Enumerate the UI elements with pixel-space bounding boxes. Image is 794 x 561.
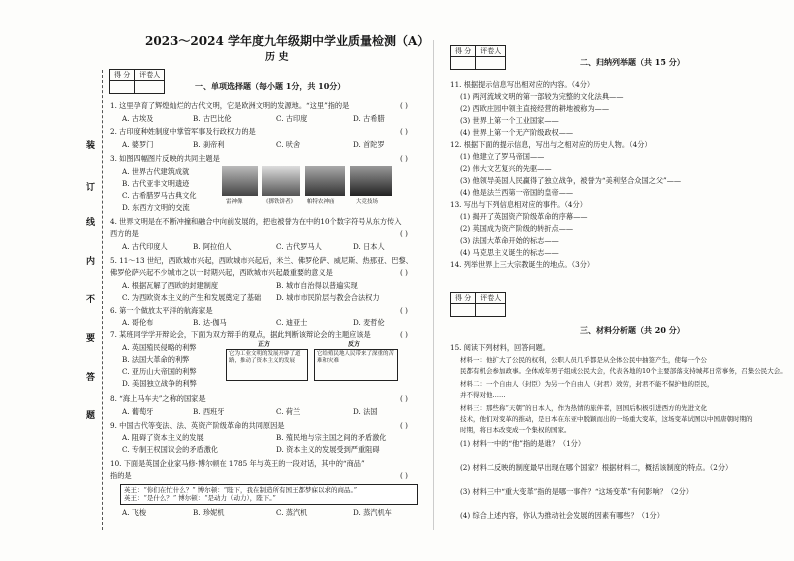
q1-option-a[interactable]: A. 古埃及 bbox=[122, 114, 154, 123]
q5-option-c[interactable]: C. 为西欧资本主义的产生和发展奠定了基础 bbox=[122, 293, 262, 302]
q3-option-c[interactable]: C. 古希腊罗马古典文化 bbox=[122, 191, 197, 200]
q4-option-b[interactable]: B. 阿拉伯人 bbox=[193, 242, 232, 251]
q3-option-a[interactable]: A. 世界古代建筑成就 bbox=[122, 167, 190, 176]
answer-paren[interactable]: ( ) bbox=[400, 330, 408, 339]
answer-paren[interactable]: ( ) bbox=[400, 306, 408, 315]
q2-option-d[interactable]: D. 首陀罗 bbox=[353, 140, 385, 149]
debate-pro-box: 它为工业文明的发展开辟了道路，推动了资本主义的发展 bbox=[226, 349, 308, 381]
photo-colosseum bbox=[350, 166, 392, 196]
q13-item: (3) 法国大革命开始的标志—— bbox=[460, 236, 559, 245]
material-2: 并不得对他…… bbox=[460, 391, 506, 399]
q10-line2: 指的是 bbox=[110, 471, 132, 480]
q8-stem: 8. “海上马车夫”之称的国家是 bbox=[110, 394, 206, 403]
score-label: 得 分 bbox=[110, 70, 135, 81]
margin-char: 内 bbox=[86, 257, 96, 267]
margin-char: 题 bbox=[86, 411, 96, 421]
q7-option-b[interactable]: B. 法国大革命的利弊 bbox=[122, 355, 190, 364]
section2-heading: 二、归纳列举题（共 15 分） bbox=[580, 57, 685, 67]
q9-option-b[interactable]: B. 殖民地与宗主国之间的矛盾激化 bbox=[276, 433, 387, 442]
q9-option-a[interactable]: A. 阻碍了资本主义的发展 bbox=[122, 433, 204, 442]
score-box-2 bbox=[450, 45, 506, 70]
dialog-line: 英王：“你们在忙什么？” 博尔顿：“陛下，我在制造所有国王都梦寐以求的商品。” bbox=[124, 486, 358, 494]
q6-option-c[interactable]: C. 迪亚士 bbox=[276, 318, 308, 327]
q9-option-c[interactable]: C. 专制王权国议会的矛盾激化 bbox=[122, 445, 219, 454]
q3-stem: 3. 如图四幅图片反映的共同主题是 bbox=[110, 154, 220, 163]
column-divider bbox=[433, 40, 434, 530]
section1-heading: 一、单项选择题（每小题 1分，共 10分） bbox=[195, 81, 346, 91]
q1-option-b[interactable]: B. 古巴比伦 bbox=[193, 114, 232, 123]
subject-title: 历 史 bbox=[265, 52, 289, 63]
debate-con-box: 它给殖民地人民带来了深重的苦难和灾难 bbox=[314, 349, 398, 381]
answer-paren[interactable]: ( ) bbox=[400, 101, 408, 110]
q7-stem: 7. 某班同学学开辩论会，下面为双方辩手的观点，据此判断该辩论会的主题应该是 bbox=[110, 330, 371, 339]
q4-option-a[interactable]: A. 古代印度人 bbox=[122, 242, 168, 251]
q2-option-c[interactable]: C. 吠舍 bbox=[276, 140, 301, 149]
score-cell[interactable] bbox=[110, 81, 135, 94]
answer-paren[interactable]: ( ) bbox=[400, 127, 408, 136]
q1-option-d[interactable]: D. 古希腊 bbox=[353, 114, 385, 123]
q2-stem: 2. 古印度种姓制度中掌管军事及行政权力的是 bbox=[110, 127, 256, 136]
material-1: 民都有机会参加政事。全体成年男子组成公民大会，代表各地的10个主要部落支持城邦日常事务，召集公民大会。 bbox=[460, 367, 787, 375]
q4-line1: 4. 世界文明是在不断冲撞和融合中向前发展的，把也被誉为在中的10个数字符号从东方传入 bbox=[110, 217, 402, 226]
grader-label: 评卷人 bbox=[476, 46, 506, 57]
q15-subquestion: (1) 材料一中的“他”指的是谁？（1分） bbox=[460, 439, 586, 448]
q9-option-d[interactable]: D. 资本主义的发展受到严重阻碍 bbox=[276, 445, 380, 454]
q10-option-d[interactable]: D. 蒸汽机车 bbox=[353, 508, 392, 517]
score-box-3 bbox=[450, 292, 506, 317]
material-1: 材料一：他扩大了公民的权利，公职人员几乎都是从全体公民中抽签产生，使每一个公 bbox=[460, 356, 707, 364]
q3-option-b[interactable]: B. 古代亚非文明遗迹 bbox=[122, 179, 190, 188]
q15-stem: 15. 阅读下列材料，回答问题。 bbox=[450, 343, 550, 352]
score-cell[interactable] bbox=[451, 304, 476, 317]
q5-option-a[interactable]: A. 根据瓦解了西欧的封建制度 bbox=[122, 281, 219, 290]
margin-char: 订 bbox=[86, 183, 96, 193]
q8-option-a[interactable]: A. 葡萄牙 bbox=[122, 407, 154, 416]
q13-item: (4) 马克思主义诞生的标志—— bbox=[460, 248, 559, 257]
q10-option-c[interactable]: C. 蒸汽机 bbox=[276, 508, 308, 517]
margin-char: 答 bbox=[86, 373, 96, 383]
q13-item: (2) 英国成为资产阶级的转折点—— bbox=[460, 224, 574, 233]
grader-cell[interactable] bbox=[476, 57, 506, 70]
q15-subquestion: (2) 材料二反映的制度最早出现在哪个国家？根据材料二，概括该制度的特点。（2分） bbox=[460, 463, 733, 472]
photo-caption: 雷神像 bbox=[226, 199, 243, 205]
photo-caption: 《掷铁饼者》 bbox=[263, 199, 297, 205]
q5-option-d[interactable]: D. 城市市民阶层与教会合法权力 bbox=[276, 293, 380, 302]
answer-paren[interactable]: ( ) bbox=[400, 154, 408, 163]
photo-parthenon bbox=[305, 166, 345, 196]
answer-paren[interactable]: ( ) bbox=[400, 268, 408, 277]
answer-paren[interactable]: ( ) bbox=[400, 394, 408, 403]
q13-stem: 13. 写出与下列信息相对应的事件。（4分） bbox=[450, 200, 587, 209]
q11-item: (1) 两河流域文明的第一部较为完整的文化法典—— bbox=[460, 92, 624, 101]
margin-char: 线 bbox=[86, 218, 96, 228]
debate-pro-title: 正方 bbox=[258, 341, 271, 348]
q13-item: (1) 揭开了英国资产阶级革命的序幕—— bbox=[460, 212, 588, 221]
q6-option-a[interactable]: A. 哥伦布 bbox=[122, 318, 154, 327]
q4-line2: 西方的是 bbox=[110, 229, 139, 238]
dialog-box bbox=[120, 484, 418, 505]
section3-heading: 三、材料分析题（共 20 分） bbox=[580, 325, 685, 335]
q5-line1: 5. 11～13 世纪，西欧城市兴起，西欧城市兴起后，米兰、佛罗伦萨、威尼斯、热那亚、巴黎、 bbox=[110, 256, 413, 265]
q11-item: (4) 世界上第一个无产阶级政权—— bbox=[460, 128, 574, 137]
answer-paren[interactable]: ( ) bbox=[400, 471, 408, 480]
grader-label: 评卷人 bbox=[476, 293, 506, 304]
q11-stem: 11. 根据提示信息写出相对应的内容。（4分） bbox=[450, 80, 595, 89]
q8-option-b[interactable]: B. 西班牙 bbox=[193, 407, 225, 416]
score-label: 得 分 bbox=[451, 293, 476, 304]
grader-cell[interactable] bbox=[135, 81, 165, 94]
q12-item: (2) 伟大文艺复兴的先驱—— bbox=[460, 164, 552, 173]
q10-option-b[interactable]: B. 珍妮机 bbox=[193, 508, 225, 517]
q4-option-d[interactable]: D. 日本人 bbox=[353, 242, 385, 251]
score-label: 得 分 bbox=[451, 46, 476, 57]
debate-con-title: 反方 bbox=[348, 341, 361, 348]
q10-line1: 10. 下面是英国企业家马修·博尔顿在 1785 年与英王的一段对话，其中的“商品” bbox=[110, 459, 365, 468]
photo-statue bbox=[222, 166, 258, 196]
q12-item: (4) 他是法兰西第一帝国的皇帝—— bbox=[460, 188, 574, 197]
margin-char: 装 bbox=[86, 141, 96, 151]
material-3: 材料三：那些称“天朝”的日本人，作为热情的旅伴者，回国后积极引进西方的先进文化 bbox=[460, 404, 708, 412]
q7-option-a[interactable]: A. 英国殖民侵略的利弊 bbox=[122, 343, 197, 352]
answer-paren[interactable]: ( ) bbox=[400, 421, 408, 430]
binding-line bbox=[102, 70, 103, 530]
q12-item: (3) 他领导美国人民赢得了独立战争，被誉为“美利坚合众国之父”—— bbox=[460, 176, 682, 185]
q6-option-b[interactable]: B. 达·伽马 bbox=[193, 318, 227, 327]
q15-subquestion: (4) 综合上述内容，你认为推动社会发展的因素有哪些？（1分） bbox=[460, 511, 664, 520]
q5-line2: 佛罗伦萨兴起不少城市之以一时期兴起，西欧城市兴起最重要的意义是 bbox=[110, 268, 333, 277]
q6-stem: 6. 第一个做放太平洋的航海家是 bbox=[110, 306, 213, 315]
material-2: 材料二：一个自由人（封臣）为另一个自由人（封君）效劳，封君不能不保护他的臣民， bbox=[460, 380, 714, 388]
photo-discobolus bbox=[262, 166, 300, 196]
q10-option-a[interactable]: A. 飞梭 bbox=[122, 508, 147, 517]
q7-option-c[interactable]: C. 亚历山大帝国的利弊 bbox=[122, 367, 197, 376]
score-cell[interactable] bbox=[451, 57, 476, 70]
q6-option-d[interactable]: D. 麦哲伦 bbox=[353, 318, 385, 327]
q4-option-c[interactable]: C. 古代罗马人 bbox=[276, 242, 322, 251]
q8-option-d[interactable]: D. 法国 bbox=[353, 407, 378, 416]
q11-item: (3) 世界上第一个工业国家—— bbox=[460, 116, 559, 125]
exam-title: 2023～2024 学年度九年级期中学业质量检测（A） bbox=[145, 34, 430, 48]
q2-option-b[interactable]: B. 刹帝利 bbox=[193, 140, 225, 149]
q1-stem: 1. 这里孕育了辉煌灿烂的古代文明，它是欧洲文明的发源地。“这里”指的是 bbox=[110, 101, 350, 110]
q11-item: (2) 西欧庄园中领主直接经营的耕地被称为—— bbox=[460, 104, 610, 113]
q12-stem: 12. 根据下面的提示信息，写出与之相对应的历史人物。（4分） bbox=[450, 140, 652, 149]
q8-option-c[interactable]: C. 荷兰 bbox=[276, 407, 301, 416]
q2-option-a[interactable]: A. 婆罗门 bbox=[122, 140, 154, 149]
q5-option-b[interactable]: B. 城市自治得以普遍实现 bbox=[276, 281, 358, 290]
dialog-line: 英王：“是什么？” 博尔顿：“是动力（动力），陛下。” bbox=[124, 494, 276, 502]
q9-stem: 9. 中国古代等变法、法、英资产阶级革命的共同原因是 bbox=[110, 421, 285, 430]
margin-char: 不 bbox=[86, 295, 96, 305]
photo-caption: 帕特农神庙 bbox=[307, 199, 335, 205]
q3-option-d[interactable]: D. 东西方文明的交流 bbox=[122, 203, 190, 212]
margin-char: 要 bbox=[86, 334, 96, 344]
grader-label: 评卷人 bbox=[135, 70, 165, 81]
material-3: 技术，他们对变革的推动，是日本在东亚中脱颖而出的一场重大变革，这场变革试图以中国唐朝时期的 bbox=[460, 415, 753, 423]
q15-subquestion: (3) 材料三中“重大变革”指的是哪一事件？“这场变革”有何影响？（2分） bbox=[460, 487, 693, 496]
answer-paren[interactable]: ( ) bbox=[400, 229, 408, 238]
q12-item: (1) 他建立了罗马帝国—— bbox=[460, 152, 545, 161]
q1-option-c[interactable]: C. 古印度 bbox=[276, 114, 308, 123]
grader-cell[interactable] bbox=[476, 304, 506, 317]
q14-stem: 14. 列举世界上三大宗教诞生的地点。（3分） bbox=[450, 260, 595, 269]
photo-caption: 大竞技场 bbox=[356, 199, 379, 205]
score-box-1 bbox=[109, 69, 165, 94]
material-3: 时期，将日本改变成一个集权的国家。 bbox=[460, 426, 571, 434]
q7-option-d[interactable]: D. 美国独立战争的利弊 bbox=[122, 379, 197, 388]
